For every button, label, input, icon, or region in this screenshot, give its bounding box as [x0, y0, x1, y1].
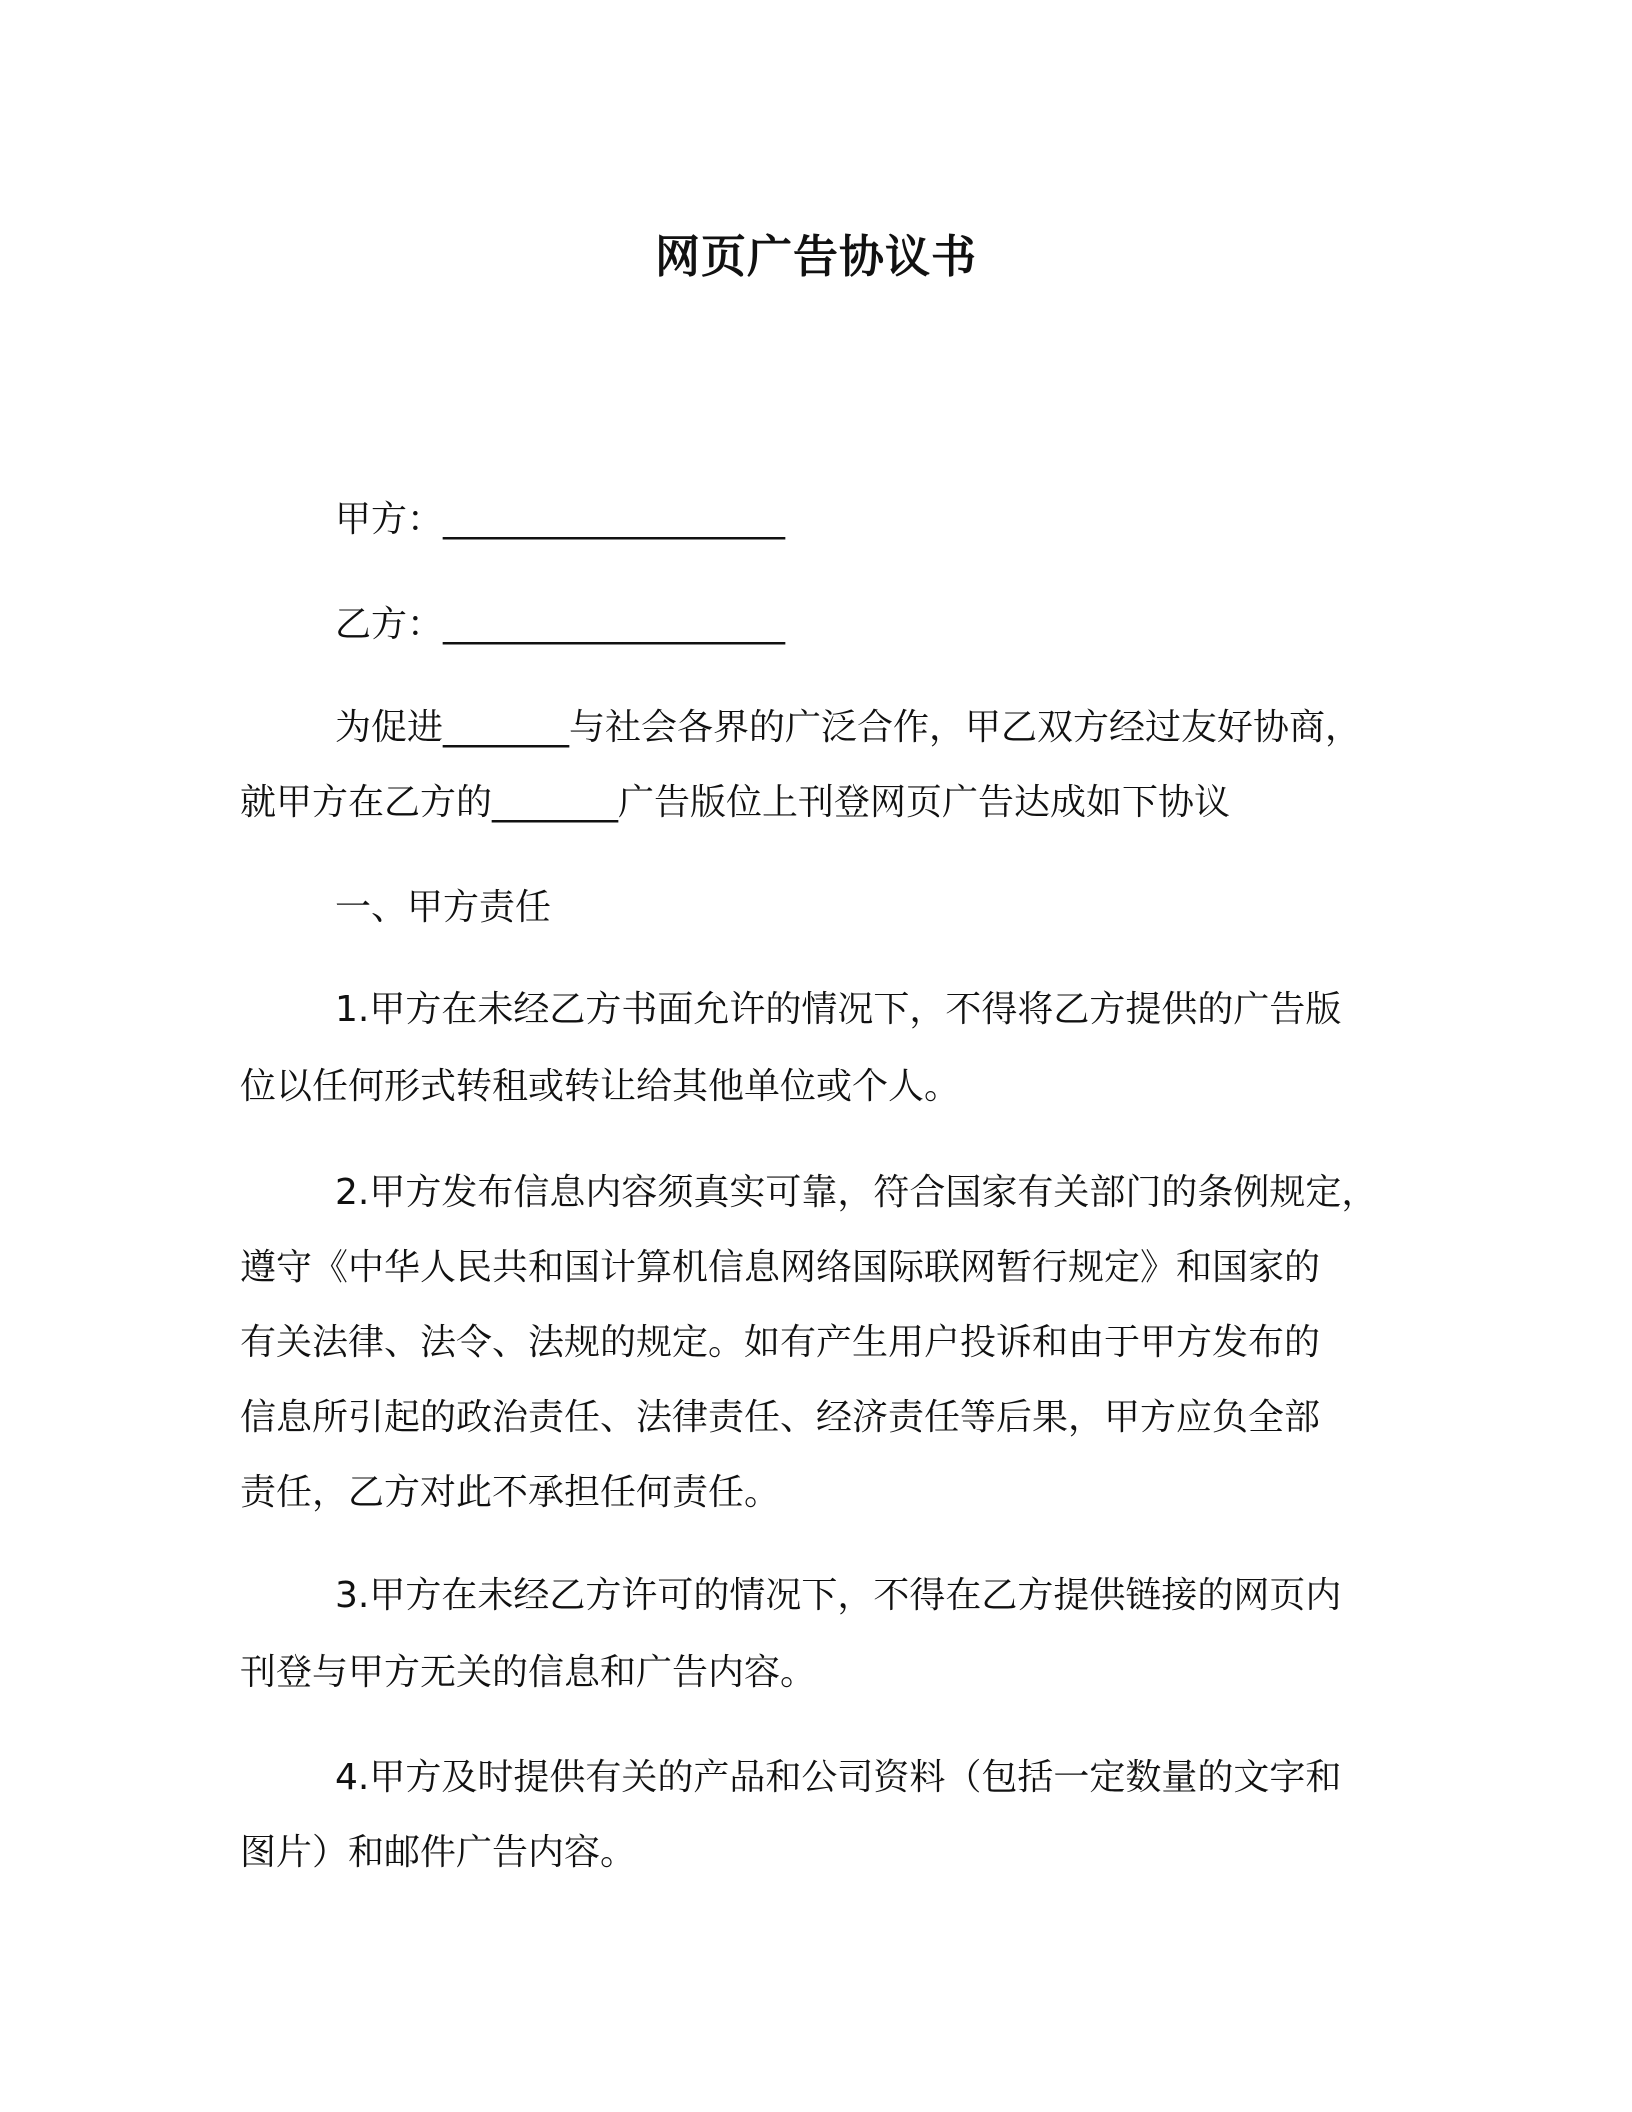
party-a-line: 甲方：___________________	[335, 499, 786, 540]
clause2-line-2: 遵守《中华人民共和国计算机信息网络国际联网暂行规定》和国家的	[240, 1247, 1321, 1288]
clause2-line-1: 2.甲方发布信息内容须真实可靠，符合国家有关部门的条例规定，	[335, 1172, 1378, 1213]
clause1-line-2: 位以任何形式转租或转让给其他单位或个人。	[240, 1066, 961, 1107]
clause4-line-1: 4.甲方及时提供有关的产品和公司资料（包括一定数量的文字和	[335, 1757, 1342, 1798]
clause3-line-2: 刊登与甲方无关的信息和广告内容。	[240, 1652, 817, 1693]
clause2-line-3: 有关法律、法令、法规的规定。如有产生用户投诉和由于甲方发布的	[240, 1322, 1321, 1363]
document-title: 网页广告协议书	[654, 230, 977, 283]
clause1-line-1: 1.甲方在未经乙方书面允许的情况下，不得将乙方提供的广告版	[335, 989, 1342, 1030]
intro-line-1: 为促进_______与社会各界的广泛合作，甲乙双方经过友好协商，	[335, 707, 1362, 748]
clause2-line-5: 责任，乙方对此不承担任何责任。	[240, 1472, 781, 1513]
clause4-line-2: 图片）和邮件广告内容。	[240, 1832, 637, 1873]
intro-line-2: 就甲方在乙方的_______广告版位上刊登网页广告达成如下协议	[240, 782, 1231, 823]
section-heading-party-a: 一、甲方责任	[335, 887, 552, 928]
party-b-line: 乙方：___________________	[335, 604, 786, 645]
clause3-line-1: 3.甲方在未经乙方许可的情况下，不得在乙方提供链接的网页内	[335, 1575, 1342, 1616]
clause2-line-4: 信息所引起的政治责任、法律责任、经济责任等后果，甲方应负全部	[240, 1397, 1321, 1438]
